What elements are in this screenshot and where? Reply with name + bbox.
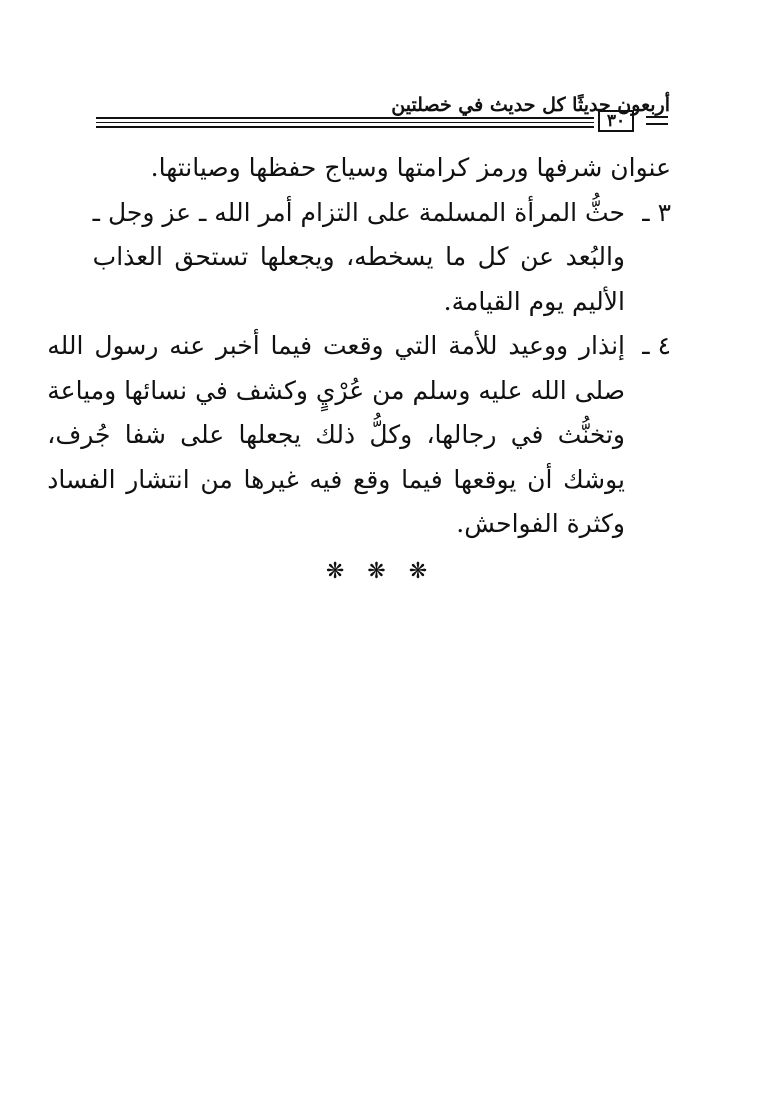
page-body [47, 146, 671, 547]
paragraph-line: الأليم يوم القيامة. [443, 286, 625, 316]
paragraph-line: عنوان شرفها ورمز كرامتها وسياج حفظها وصيانتها. [150, 153, 671, 182]
header-rule [96, 117, 594, 119]
running-title: أربعون حديثًا كل حديث في خصلتين [391, 94, 670, 116]
paragraph-line: والبُعد عن كل ما يسخطه، ويجعلها تستحق العذاب [92, 242, 625, 271]
paragraph-line: حثُّ المرأة المسلمة على التزام أمر الله ـ عز وجل ـ [92, 197, 625, 227]
page-header [96, 88, 670, 134]
header-rule [96, 126, 594, 128]
list-item [92, 191, 671, 325]
header-rule [646, 116, 668, 118]
paragraph-line: وكثرة الفواحش. [456, 509, 625, 538]
paragraph-line: يوشك أن يوقعها فيما وقع فيه غيرها من انتشار الفساد [47, 464, 625, 494]
item-number: ٣ ـ [642, 197, 671, 227]
page-number: ٣٠ [598, 110, 634, 132]
paragraph-line: وتخنُّث في رجالها، وكلُّ ذلك يجعلها على شفا جُرف، [47, 420, 625, 449]
header-rule [646, 123, 668, 125]
item-number: ٤ ـ [642, 331, 671, 360]
paragraph-line: إنذار ووعيد للأمة التي وقعت فيما أخبر عنه رسول الله [47, 331, 625, 360]
header-rule [96, 122, 594, 123]
section-separator: ❋ ❋ ❋ [325, 559, 436, 584]
paragraph-line: صلى الله عليه وسلم من عُرْيٍ وكشف في نسائها ومياعة [47, 375, 625, 405]
list-item [47, 324, 671, 547]
